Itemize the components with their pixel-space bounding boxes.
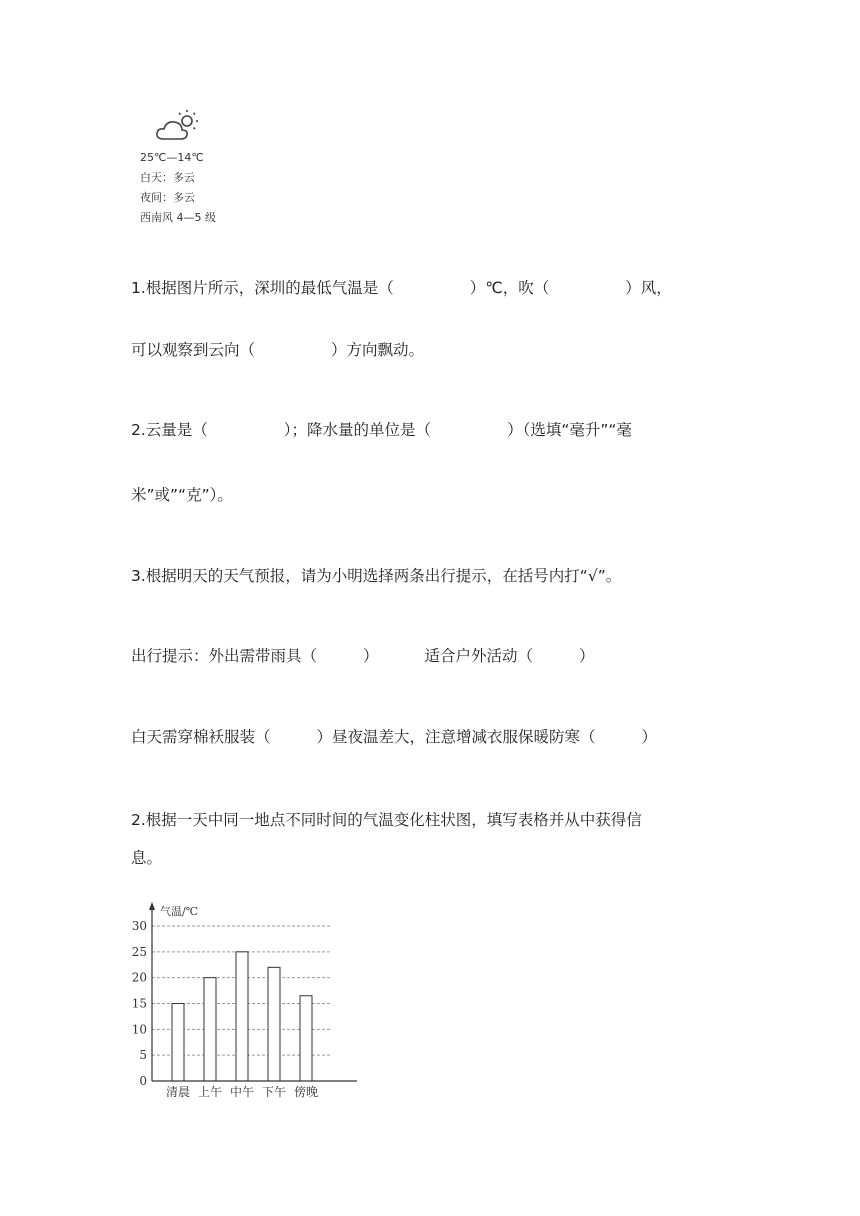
wind-info: 西南风 4—5 级 <box>140 211 216 224</box>
question-2-line-2: 米”或”“克”）。 <box>131 486 233 504</box>
bar <box>204 978 216 1081</box>
y-tick-label: 15 <box>131 996 147 1011</box>
daytime-weather: 白天：多云 <box>140 171 195 184</box>
question-4-line-1: 2.根据一天中同一地点不同时间的气温变化柱状图，填写表格并从中获得信 <box>131 811 642 829</box>
bar <box>236 952 248 1081</box>
y-tick-label: 20 <box>131 970 147 985</box>
weather-card <box>140 108 250 228</box>
partly-cloudy-icon <box>140 108 210 148</box>
bar <box>172 1004 184 1082</box>
question-3-line-1: 3.根据明天的天气预报，请为小明选择两条出行提示，在括号内打“√”。 <box>131 567 622 585</box>
x-category-label: 清晨 <box>165 1085 191 1099</box>
question-3-line-3: 白天需穿棉袄服装（ ）昼夜温差大，注意增减衣服保暖防寒（ ） <box>131 728 658 746</box>
y-axis-arrow <box>149 902 155 910</box>
y-tick-label: 5 <box>139 1048 147 1063</box>
question-1-line-1: 1.根据图片所示，深圳的最低气温是（ ）℃，吹（ ）风， <box>131 279 672 297</box>
question-1-line-2: 可以观察到云向（ ）方向飘动。 <box>131 341 425 359</box>
y-axis-label: 气温/℃ <box>160 905 199 918</box>
question-4-line-2: 息。 <box>131 849 163 867</box>
x-category-label: 上午 <box>197 1085 223 1099</box>
bar <box>300 996 312 1081</box>
x-category-label: 中午 <box>229 1085 255 1099</box>
chart-canvas <box>128 900 368 1105</box>
x-category-label: 下午 <box>261 1085 287 1099</box>
y-tick-label: 25 <box>131 944 147 959</box>
x-category-label: 傍晚 <box>293 1085 319 1099</box>
bar <box>268 967 280 1081</box>
night-weather: 夜间：多云 <box>140 191 195 204</box>
question-3-line-2: 出行提示：外出需带雨具（ ） 适合户外活动（ ） <box>131 647 595 665</box>
temperature-bar-chart <box>128 900 368 1109</box>
temperature-range: 25℃—14℃ <box>140 151 204 164</box>
y-tick-label: 0 <box>139 1074 147 1088</box>
y-tick-label: 10 <box>131 1022 147 1037</box>
y-tick-label: 30 <box>131 919 147 933</box>
question-2-line-1: 2.云量是（ ）；降水量的单位是（ ）（选填“毫升”“毫 <box>131 421 632 439</box>
